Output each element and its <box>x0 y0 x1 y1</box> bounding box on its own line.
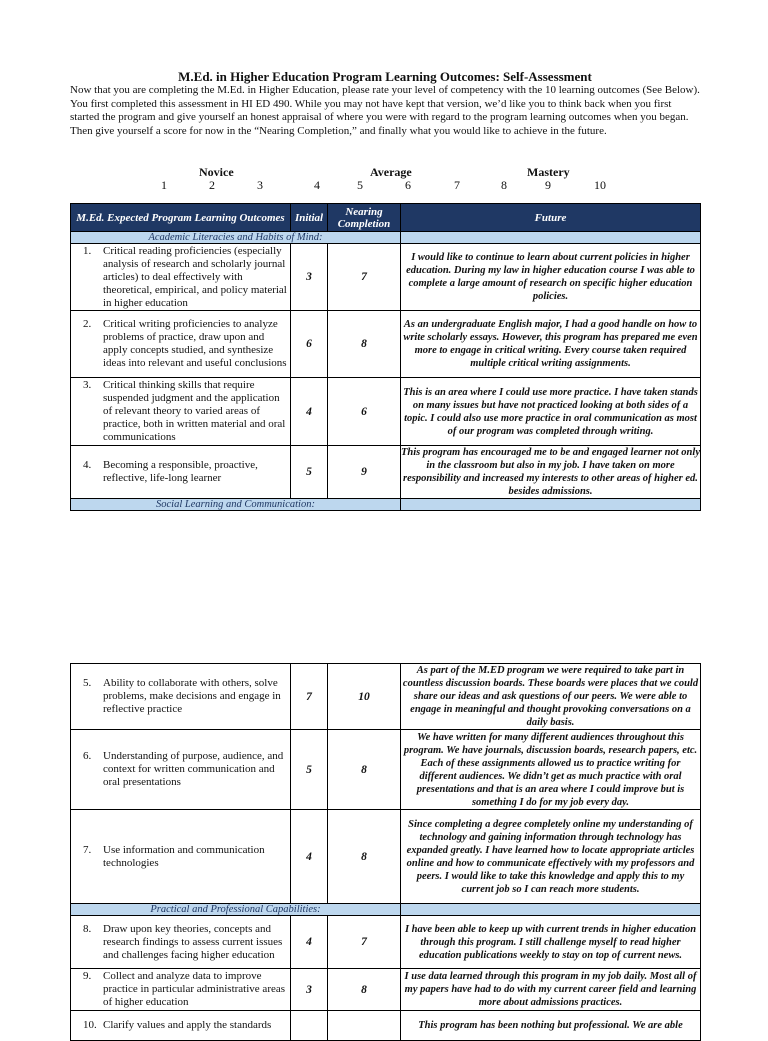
header-nearing-completion: Nearing Completion <box>328 204 401 232</box>
initial-score <box>291 1011 328 1041</box>
outcome-cell <box>71 459 290 485</box>
outcome-cell <box>71 318 290 370</box>
outcome-number: 3. <box>83 379 92 391</box>
table-row <box>71 969 701 1011</box>
nearing-score: 8 <box>328 730 401 810</box>
outcomes-table-part-1 <box>70 203 701 511</box>
nearing-score: 7 <box>328 244 401 311</box>
outcome-number: 6. <box>83 750 92 762</box>
initial-score: 6 <box>291 311 328 378</box>
table-row <box>71 916 701 969</box>
outcome-text: Ability to collaborate with others, solve problems, make decisions and engage in reflective practice <box>103 677 281 715</box>
outcome-cell <box>71 245 290 310</box>
outcome-number: 5. <box>83 677 92 689</box>
future-text: As an undergraduate English major, I had a good handle on how to write scholarly essays. However, this program has prepared me even more to engage in critical writing. Every course taken required multiple critical writing assignments. <box>401 311 701 378</box>
nearing-score: 9 <box>328 446 401 499</box>
scale-number: 10 <box>594 178 606 192</box>
outcome-number: 1. <box>83 244 92 257</box>
outcome-cell <box>71 970 290 1009</box>
outcomes-table-part-2 <box>70 663 701 1041</box>
outcome-text: Clarify values and apply the standards <box>103 1019 272 1031</box>
initial-score: 3 <box>291 969 328 1011</box>
scale-number: 4 <box>314 178 320 192</box>
outcome-number: 9. <box>83 970 92 982</box>
table-row <box>71 311 701 378</box>
future-text: I would like to continue to learn about current policies in higher education. During my law in higher education course I was able to complete a large amount of research on specific higher education policies. <box>401 244 701 311</box>
future-text: As part of the M.ED program we were required to take part in countless discussion boards. These boards were places that we could share our ideas and ask questions of our peers. We were able to engage in meaningful and thought provoking conversations on a daily basis. <box>401 664 701 730</box>
scale-label-novice: Novice <box>199 165 234 179</box>
nearing-score: 8 <box>328 810 401 904</box>
future-text: I have been able to keep up with current trends in higher education through this program. I still challenge myself to read higher education publications weekly to stay on top of current news. <box>401 916 701 969</box>
outcome-text: Collect and analyze data to improve practice in particular administrative areas of higher education <box>103 970 286 1008</box>
page-title: M.Ed. in Higher Education Program Learning Outcomes: Self-Assessment <box>178 69 592 84</box>
table-header-row <box>71 204 701 232</box>
table-row <box>71 378 701 446</box>
outcome-cell <box>71 1019 290 1032</box>
outcome-number: 10. <box>83 1019 97 1031</box>
scale-number: 5 <box>357 178 363 192</box>
section-label: Practical and Professional Capabilities: <box>71 904 401 916</box>
section-label: Academic Literacies and Habits of Mind: <box>71 232 401 244</box>
section-row <box>71 232 701 244</box>
future-text: This is an area where I could use more practice. I have taken stands on many issues but have not practiced looking at both sides of a topic. I could also use more practice in oral communication as most of our program was completed through writing. <box>401 378 701 446</box>
outcome-number: 4. <box>83 459 92 471</box>
outcome-text: Understanding of purpose, audience, and context for written communication and oral presentations <box>103 750 284 788</box>
nearing-score: 8 <box>328 969 401 1011</box>
outcome-text: Becoming a responsible, proactive, reflective, life-long learner <box>103 459 258 484</box>
initial-score: 5 <box>291 446 328 499</box>
future-text: This program has encouraged me to be and engaged learner not only in the classroom but also in my job. I have taken on more responsibility and increased my interests to other areas of higher ed. besides admissions. <box>401 447 700 497</box>
header-outcomes: M.Ed. Expected Program Learning Outcomes <box>71 204 291 232</box>
section-row <box>71 904 701 916</box>
scale-label-mastery: Mastery <box>527 165 570 179</box>
future-text: Since completing a degree completely online my understanding of technology and gaining information through technology has expanded greatly. I have learned how to locate appropriate articles online and how to communicate effectively with my professors and peers. I would like to take this knowledge and apply this to my current job so I can reach more students. <box>401 810 701 904</box>
future-text: We have written for many different audiences throughout this program. We have journals, discussion boards, research papers, etc. Each of these assignments allowed us to practice writing for different audiences. We didn’t get as much practice with oral presentations and that is an area where I could improve but is something I do for my job every day. <box>401 730 701 810</box>
section-row <box>71 499 701 511</box>
table-row <box>71 446 701 499</box>
section-label: Social Learning and Communication: <box>71 499 401 511</box>
header-future: Future <box>401 204 701 232</box>
nearing-score: 8 <box>328 311 401 378</box>
nearing-score: 6 <box>328 378 401 446</box>
outcome-text: Critical writing proficiencies to analyze problems of practice, draw upon and apply concepts studied, and synthesize ideas into relevant and useful conclusions <box>103 318 287 369</box>
outcome-text: Critical thinking skills that require suspended judgment and the application of relevant theory to varied areas of practice, both in written material and oral communications <box>103 379 286 443</box>
scale-number: 7 <box>454 178 460 192</box>
outcome-text: Critical reading proficiencies (especially analysis of research and scholarly journal articles) to deal effectively with theoretical, empirical, and policy material in higher education <box>103 244 287 309</box>
table-row <box>71 730 701 810</box>
outcome-cell <box>71 379 290 444</box>
initial-score: 4 <box>291 810 328 904</box>
initial-score: 4 <box>291 916 328 969</box>
scale-number: 2 <box>209 178 215 192</box>
table-row <box>71 664 701 730</box>
table-row <box>71 1011 701 1041</box>
outcome-number: 8. <box>83 922 92 935</box>
outcome-text: Draw upon key theories, concepts and research findings to assess current issues and challenges facing higher education <box>103 922 283 961</box>
future-text: This program has been nothing but professional. We are able <box>401 1011 701 1041</box>
initial-score: 3 <box>291 244 328 311</box>
outcome-text: Use information and communication technologies <box>103 843 265 869</box>
scale-number: 9 <box>545 178 551 192</box>
initial-score: 4 <box>291 378 328 446</box>
scale-number: 6 <box>405 178 411 192</box>
intro-paragraph: Now that you are completing the M.Ed. in Higher Education, please rate your level of competency with the 10 learning outcomes (See Below). You first completed this assessment in HI ED 490. While you may not have kept that version, we’d like you to think back when you first started the program and give yourself an honest appraisal of where you were with regard to the program learning outcomes when you began. Then give yourself a score for now in the “Nearing Completion,” and finally what you would like to achieve in the future. <box>70 84 700 137</box>
outcome-cell <box>71 923 290 962</box>
outcome-number: 7. <box>83 843 92 856</box>
scale-number: 1 <box>161 178 167 192</box>
table-row <box>71 810 701 904</box>
outcome-cell <box>71 677 290 716</box>
nearing-score: 10 <box>328 664 401 730</box>
future-text: I use data learned through this program in my job daily. Most all of my papers have had to do with my current career field and learning more about admissions practices. <box>401 969 701 1011</box>
scale-number: 8 <box>501 178 507 192</box>
initial-score: 7 <box>291 664 328 730</box>
nearing-score: 7 <box>328 916 401 969</box>
initial-score: 5 <box>291 730 328 810</box>
scale-number: 3 <box>257 178 263 192</box>
table-row <box>71 244 701 311</box>
outcome-cell <box>71 844 290 870</box>
outcome-cell <box>71 750 290 789</box>
outcome-number: 2. <box>83 318 92 330</box>
header-initial: Initial <box>291 204 328 232</box>
scale-label-average: Average <box>370 165 412 179</box>
nearing-score <box>328 1011 401 1041</box>
